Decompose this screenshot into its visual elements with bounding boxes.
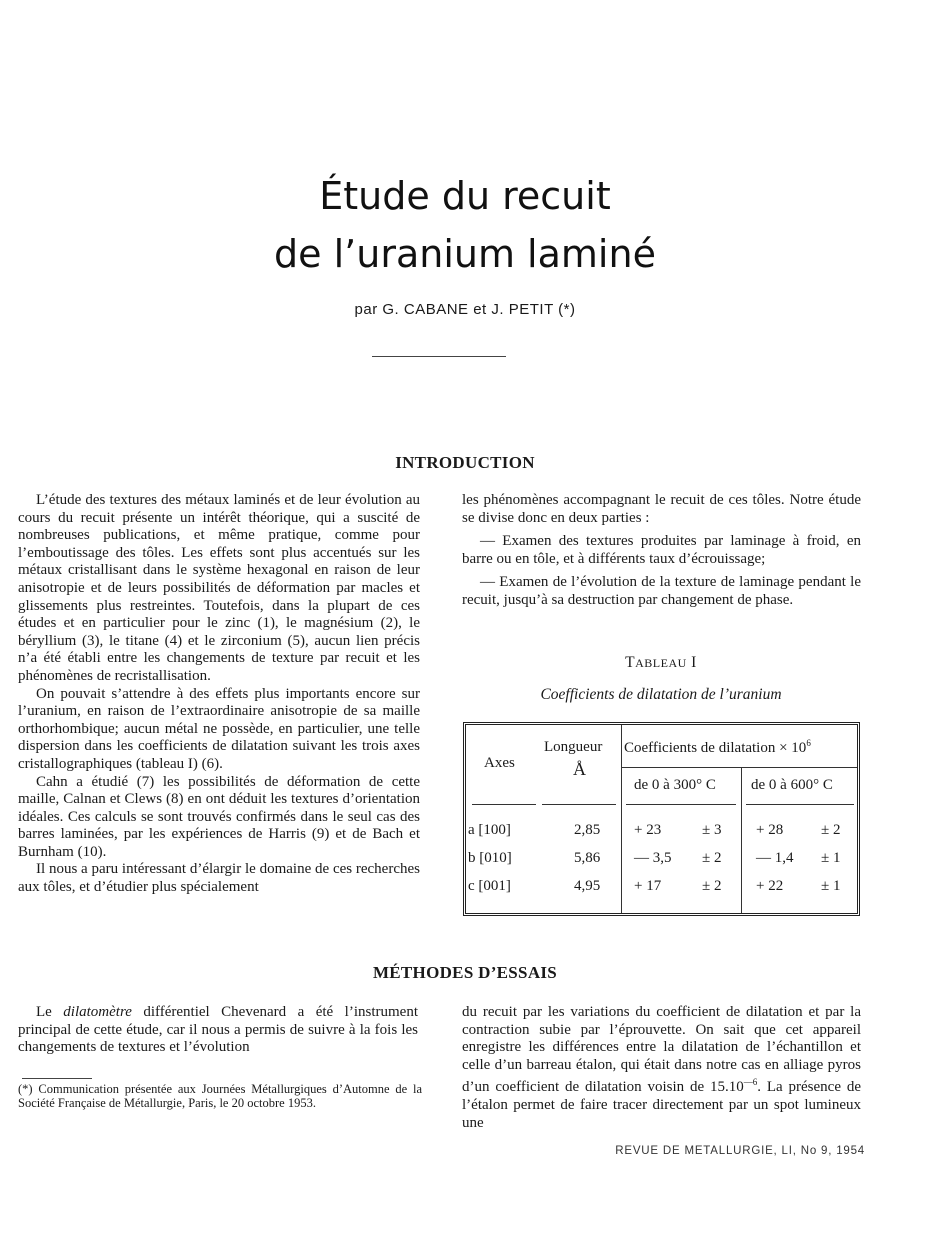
intro-paragraph: les phénomènes accompagnant le recuit de ces tôles. Notre étude se divise donc en deux parties : xyxy=(462,492,861,526)
row-length: 4,95 xyxy=(574,878,601,894)
intro-paragraph: Cahn a étudié (7) les possibilités de déformation de cette maille, Calnan et Clews (8) en ont déduit les textures d’orientation idéales. Ces calculs se sont trouvés confirmés dans le seul cas des barres laminées, par les expériences de Harris (9) et de Bach et Burnham (10). xyxy=(18,773,420,860)
running-footer: REVUE DE METALLURGIE, LI, No 9, 1954 xyxy=(615,1145,865,1157)
row-length: 5,86 xyxy=(574,850,601,866)
methods-paragraph: Le dilatomètre différentiel Chevenard a été l’instrument principal de cette étude, car il nous a permis de suivre à la fois les changements de textures et l’évolution xyxy=(18,1004,418,1056)
row-err-300: ± 2 xyxy=(702,850,722,866)
row-err-600: ± 2 xyxy=(821,822,841,838)
table-subtitle: Coefficients de dilatation de l’uranium xyxy=(540,686,782,703)
header-length: Longueur xyxy=(544,739,603,755)
header-coefficients: Coefficients de dilatation × $10^6$ xyxy=(624,738,811,756)
row-coef-300: + 17 xyxy=(634,878,662,894)
header-axes: Axes xyxy=(484,755,515,771)
title-line-2: de l’uranium laminé xyxy=(274,232,656,276)
row-coef-600: + 22 xyxy=(756,878,784,894)
methods-left-column xyxy=(18,1004,418,1057)
introduction-heading: INTRODUCTION xyxy=(395,453,535,472)
intro-right-column xyxy=(462,492,861,610)
row-err-600: ± 1 xyxy=(821,850,841,866)
header-range-300: de 0 à 300° C xyxy=(634,777,716,793)
row-axis: c [001] xyxy=(468,878,511,894)
intro-paragraph: — Examen des textures produites par laminage à froid, en barre ou en tôle, et à différents taux d’écrouissage; xyxy=(462,533,861,567)
row-err-300: ± 3 xyxy=(702,822,722,838)
authors: par G. CABANE et J. PETIT (*) xyxy=(354,301,576,318)
intro-paragraph: On pouvait s’attendre à des effets plus importants encore sur l’uranium, en raison de l’extraordinaire anisotropie de sa maille orthorhombique; aucun métal ne possède, en particulier, une telle dispersion dans les coefficients de dilatation suivant les trois axes cristallographiques (tableau I) (6). xyxy=(18,685,420,772)
row-coef-300: — 3,5 xyxy=(634,850,672,866)
row-length: 2,85 xyxy=(574,822,601,838)
table-title-number: I xyxy=(691,654,697,671)
table-title-initial: T xyxy=(625,654,636,671)
row-axis: b [010] xyxy=(468,850,512,866)
methods-right-column xyxy=(462,1004,861,1132)
table-title-rest: ABLEAU xyxy=(635,656,687,670)
row-coef-300: + 23 xyxy=(634,822,662,838)
footnote-rule xyxy=(22,1078,92,1079)
intro-paragraph: L’étude des textures des métaux laminés et de leur évolution au cours du recuit présente un intérêt théorique, qui a suscité de nombreuses publications, et même pratique, comme pour l’emboutissage des tôles. Les effets sont plus accentués sur les métaux cristallisant dans le système hexagonal en raison de leur anisotropie et de leurs possibilités de déformation par macles et glissements plus restreintes. Toutefois, dans la plupart de ces études et en particulier pour le zinc (1), le magnésium (2), le béryllium (3), le titane (4) et le zirconium (5), aucun lien précis n’a été établi entre les changements de texture par recuit et les phénomènes de recristallisation. xyxy=(18,492,420,684)
intro-left-column xyxy=(18,492,420,897)
header-range-600: de 0 à 600° C xyxy=(751,777,833,793)
intro-paragraph: — Examen de l’évolution de la texture de laminage pendant le recuit, jusqu’à sa destruction par changement de phase. xyxy=(462,574,861,608)
row-err-300: ± 2 xyxy=(702,878,722,894)
dilatation-table xyxy=(463,722,860,916)
row-coef-600: + 28 xyxy=(756,822,784,838)
row-axis: a [100] xyxy=(468,822,511,838)
title-rule xyxy=(372,356,506,357)
footnote: (*) Communication présentée aux Journées Métallurgiques d’Automne de la Société Française de Métallurgie, Paris, le 20 octobre 1953. xyxy=(18,1082,422,1110)
row-coef-600: — 1,4 xyxy=(756,850,794,866)
row-err-600: ± 1 xyxy=(821,878,841,894)
header-length-unit: Å xyxy=(573,759,586,779)
methods-paragraph: du recuit par les variations du coefficient de dilatation et par la contraction subie par l’éprouvette. On sait que cet appareil enregistre les différences entre la dilatation de l’échantillon et celle d’un barreau étalon, qui était dans notre cas en alliage pyros d’un coefficient de dilatation voisin de $15.10^{—6}$. La présence de l’étalon permet de faire tracer directement par un spot lumineux une xyxy=(462,1004,861,1131)
intro-paragraph: Il nous a paru intéressant d’élargir le domaine de ces recherches aux tôles, et d’étudier plus spécialement xyxy=(18,861,420,896)
title-line-1: Étude du recuit xyxy=(319,174,611,218)
methods-heading: MÉTHODES D’ESSAIS xyxy=(372,963,558,982)
table-title xyxy=(462,654,860,672)
